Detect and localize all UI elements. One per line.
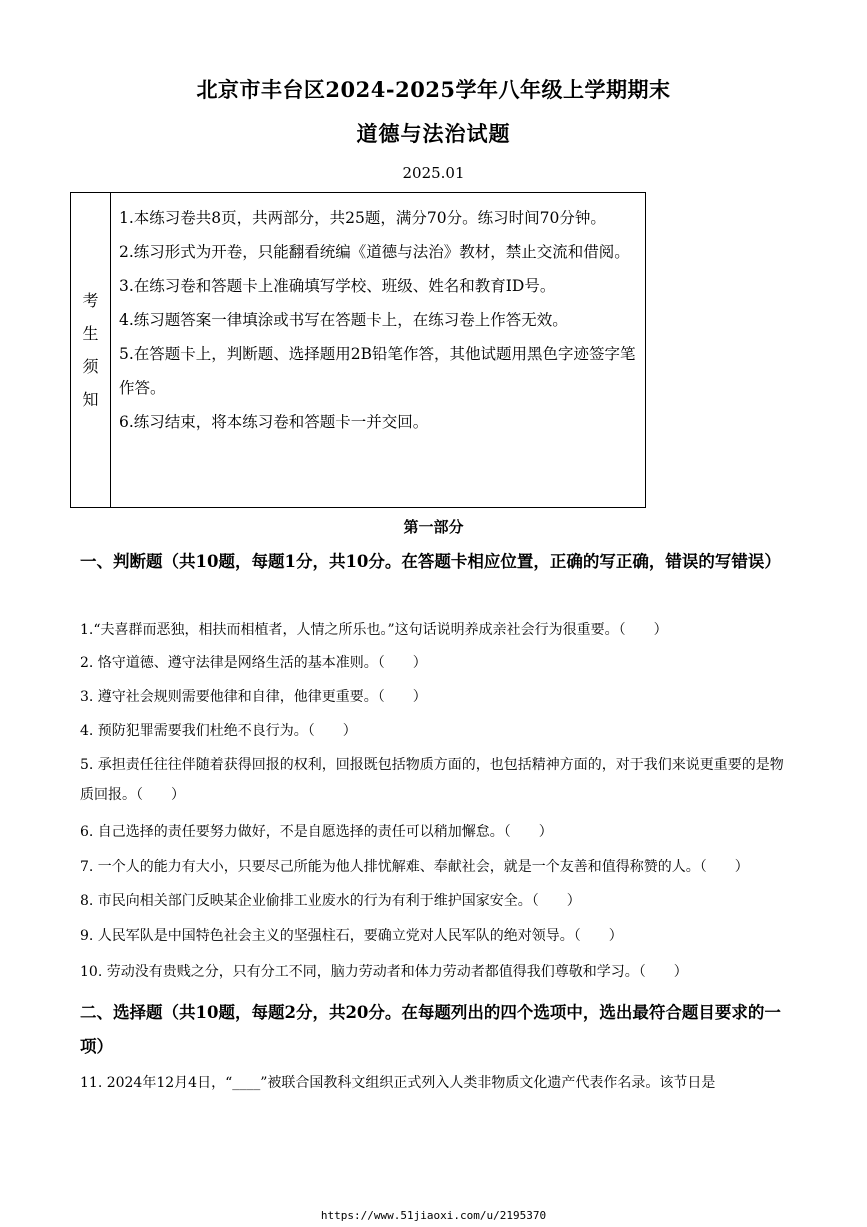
notice-label-char: 考 — [82, 291, 99, 310]
question-item: 10. 劳动没有贵贱之分，只有分工不同，脑力劳动者和体力劳动者都值得我们尊敬和学习。（ ） — [80, 964, 688, 980]
question-item: 3. 遵守社会规则需要他律和自律，他律更重要。（ ） — [80, 689, 427, 705]
question-item: 11. 2024年12月4日，“____”被联合国教科文组织正式列入人类非物质文化遗产代表作名录。该节日是 — [80, 1075, 716, 1091]
question-item: 1.“夫喜群而恶独，相扶而相植者，人情之所乐也。”这句话说明养成亲社会行为很重要。（ ） — [80, 622, 668, 638]
notice-items — [111, 193, 645, 507]
notice-item: 3.在练习卷和答题卡上准确填写学校、班级、姓名和教育ID号。 — [119, 277, 556, 295]
notice-label-char: 生 — [82, 324, 99, 343]
part-heading: 第一部分 — [403, 518, 464, 536]
section1-heading: 一、判断题（共10题，每题1分，共10分。在答题卡相应位置，正确的写正确，错误的写错误） — [80, 552, 781, 571]
notice-label-char: 须 — [82, 357, 99, 376]
footer-url: https://www.51jiaoxi.com/u/2195370 — [320, 1209, 547, 1222]
exam-date: 2025.01 — [402, 164, 465, 182]
page-title: 北京市丰台区2024-2025学年八年级上学期期末 — [196, 77, 671, 102]
notice-item: 5.在答题卡上，判断题、选择题用2B铅笔作答，其他试题用黑色字迹签字笔作答。 — [119, 345, 636, 397]
notice-label-char: 知 — [82, 390, 99, 409]
question-item: 8. 市民向相关部门反映某企业偷排工业废水的行为有利于维护国家安全。（ ） — [80, 893, 581, 909]
question-item: 6. 自己选择的责任要努力做好，不是自愿选择的责任可以稍加懈怠。（ ） — [80, 824, 553, 840]
question-item: 4. 预防犯罪需要我们杜绝不良行为。（ ） — [80, 723, 357, 739]
notice-label — [71, 193, 111, 507]
notice-item: 4.练习题答案一律填涂或书写在答题卡上，在练习卷上作答无效。 — [119, 311, 568, 329]
page-subtitle: 道德与法治试题 — [356, 121, 511, 146]
notice-item: 1.本练习卷共8页，共两部分，共25题，满分70分。练习时间70分钟。 — [119, 209, 606, 227]
notice-item: 6.练习结束，将本练习卷和答题卡一并交回。 — [119, 413, 429, 431]
notice-item: 2.练习形式为开卷，只能翻看统编《道德与法治》教材，禁止交流和借阅。 — [119, 243, 630, 261]
question-item: 2. 恪守道德、遵守法律是网络生活的基本准则。（ ） — [80, 655, 427, 671]
section2-heading: 二、选择题（共10题，每题2分，共20分。在每题列出的四个选项中，选出最符合题目要求的一项） — [80, 1003, 781, 1056]
question-item: 7. 一个人的能力有大小，只要尽己所能为他人排忧解难、奉献社会，就是一个友善和值得称赞的人。（ ） — [80, 859, 749, 875]
exam-notice-box — [70, 192, 646, 508]
question-item: 5. 承担责任往往伴随着获得回报的权利，回报既包括物质方面的，也包括精神方面的，对于我们来说更重要的是物质回报。（ ） — [80, 757, 784, 803]
question-item: 9. 人民军队是中国特色社会主义的坚强柱石，要确立党对人民军队的绝对领导。（ ） — [80, 928, 623, 944]
